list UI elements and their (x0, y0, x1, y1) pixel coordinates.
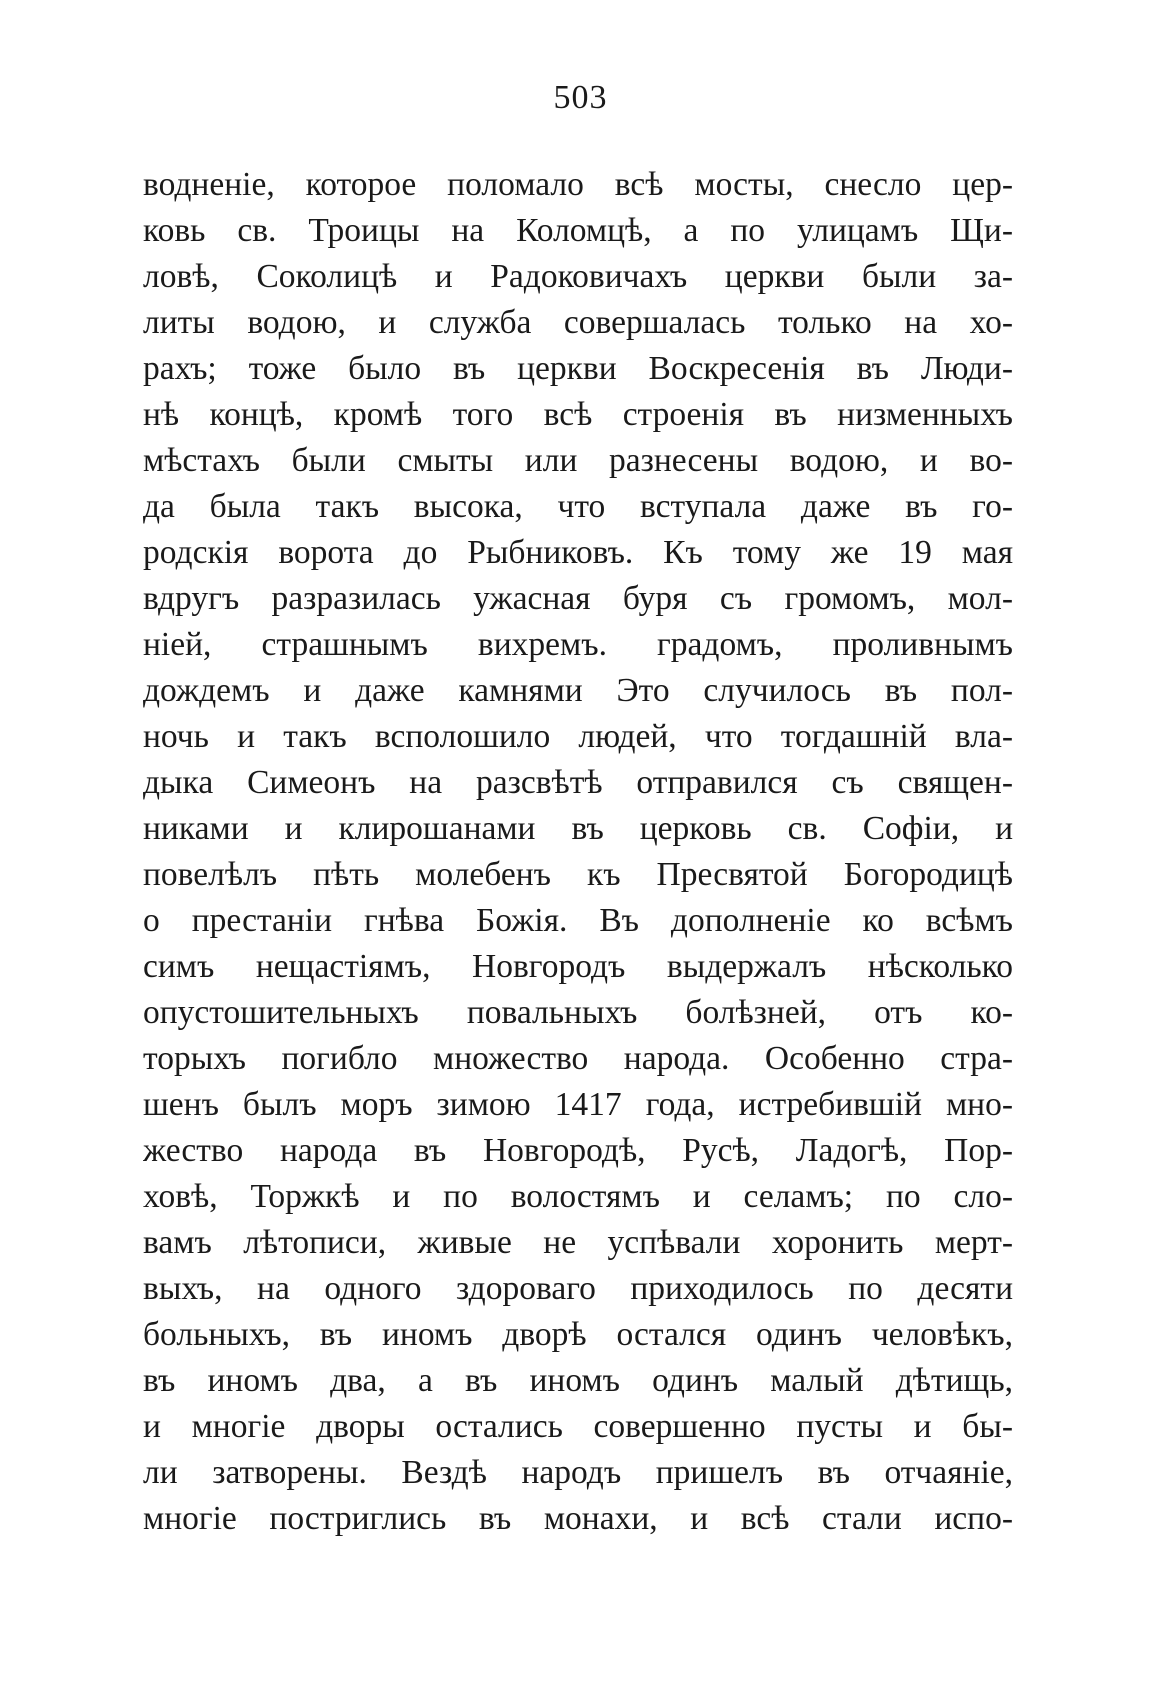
text-line: дождемъ и даже камнями Это случилось въ пол- (143, 672, 1013, 709)
text-line: нѣ концѣ, кромѣ того всѣ строенія въ низменныхъ (143, 396, 1013, 433)
text-line: вамъ лѣтописи, живые не успѣвали хоронить мерт- (143, 1224, 1013, 1261)
page-number: 503 (553, 79, 608, 116)
text-line: ніей, страшнымъ вихремъ. градомъ, проливнымъ (143, 626, 1013, 663)
text-line: родскія ворота до Рыбниковъ. Къ тому же 19 мая (143, 534, 1013, 571)
text-line: и многіе дворы остались совершенно пусты и бы- (143, 1408, 1013, 1445)
text-line: ловѣ, Соколицѣ и Радоковичахъ церкви были за- (143, 258, 1013, 295)
text-line: больныхъ, въ иномъ дворѣ остался одинъ человѣкъ, (143, 1316, 1013, 1353)
text-line: дыка Симеонъ на разсвѣтѣ отправился съ священ- (143, 764, 1013, 801)
text-line: выхъ, на одного здороваго приходилось по десяти (143, 1270, 1013, 1307)
text-line: многіе постриглись въ монахи, и всѣ стали испо- (143, 1500, 1013, 1537)
text-line: ховѣ, Торжкѣ и по волостямъ и селамъ; по сло- (143, 1178, 1013, 1215)
page-body-text (143, 162, 1013, 1542)
text-line: повелѣлъ пѣть молебенъ къ Пресвятой Богородицѣ (143, 856, 1013, 893)
text-line: ночь и такъ всполошило людей, что тогдашній вла- (143, 718, 1013, 755)
text-line: опустошительныхъ повальныхъ болѣзней, отъ ко- (143, 994, 1013, 1031)
text-line: шенъ былъ моръ зимою 1417 года, истребившій мно- (143, 1086, 1013, 1123)
text-line: жество народа въ Новгородѣ, Русѣ, Ладогѣ, Пор- (143, 1132, 1013, 1169)
text-line: вдругъ разразилась ужасная буря съ громомъ, мол- (143, 580, 1013, 617)
text-line: рахъ; тоже было въ церкви Воскресенія въ Люди- (143, 350, 1013, 387)
text-line: ковь св. Троицы на Коломцѣ, а по улицамъ Щи- (143, 212, 1013, 249)
text-line: водненіе, которое поломало всѣ мосты, снесло цер- (143, 166, 1013, 203)
text-line: никами и клирошанами въ церковь св. Софіи, и (143, 810, 1013, 847)
text-line: мѣстахъ были смыты или разнесены водою, и во- (143, 442, 1013, 479)
text-line: о престаніи гнѣва Божія. Въ дополненіе ко всѣмъ (143, 902, 1013, 939)
text-line: литы водою, и служба совершалась только на хо- (143, 304, 1013, 341)
text-line: въ иномъ два, а въ иномъ одинъ малый дѣтищь, (143, 1362, 1013, 1399)
text-line: да была такъ высока, что вступала даже въ го- (143, 488, 1013, 525)
text-line: торыхъ погибло множество народа. Особенно стра- (143, 1040, 1013, 1077)
text-line: симъ нещастіямъ, Новгородъ выдержалъ нѣсколько (143, 948, 1013, 985)
text-line: ли затворены. Вездѣ народъ пришелъ въ отчаяніе, (143, 1454, 1013, 1491)
